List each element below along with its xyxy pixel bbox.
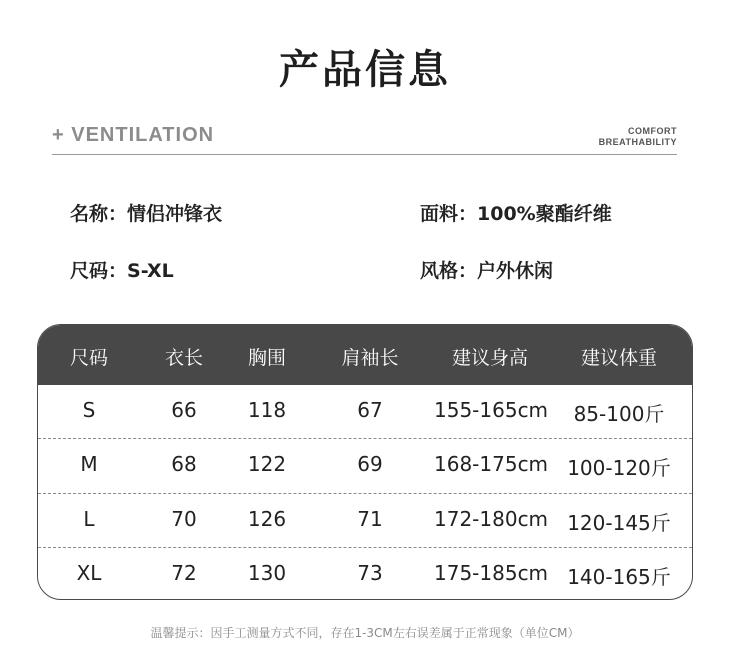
cell-height: 175-185cm [434, 561, 549, 585]
cell-height: 172-180cm [434, 507, 549, 531]
header-size: 尺码 [69, 347, 108, 369]
row-divider [38, 493, 692, 494]
cell-chest: 122 [247, 452, 287, 476]
cell-height: 168-175cm [434, 452, 549, 476]
fabric-value: 100%聚酯纤维 [477, 203, 612, 225]
size-value: S-XL [127, 260, 174, 282]
info-name [70, 199, 222, 226]
header-weight: 建议体重 [580, 347, 657, 369]
measurement-note: 温馨提示：因手工测量方式不同，存在1-3CM左右误差属于正常现象（单位CM） [150, 626, 580, 640]
name-label: 名称： [70, 203, 128, 225]
divider-line [52, 154, 677, 155]
cell-length: 70 [171, 507, 197, 531]
cell-shoulder-sleeve: 73 [357, 561, 383, 585]
cell-chest: 118 [247, 398, 287, 422]
name-value: 情侣冲锋衣 [127, 203, 223, 225]
cell-weight: 85-100斤 [573, 402, 665, 426]
cell-size: L [83, 507, 95, 531]
cell-weight: 100-120斤 [567, 456, 671, 480]
cell-chest: 130 [247, 561, 287, 585]
table-header [38, 325, 692, 385]
cell-size: XL [76, 561, 102, 585]
header-chest: 胸围 [247, 347, 286, 369]
style-value: 户外休闲 [477, 260, 554, 282]
size-table [37, 324, 693, 600]
info-size [70, 256, 174, 283]
header-height: 建议身高 [451, 347, 528, 369]
info-style [420, 256, 553, 283]
cell-length: 72 [171, 561, 197, 585]
cell-shoulder-sleeve: 69 [357, 452, 383, 476]
ventilation-banner [52, 122, 677, 158]
breathability-text: BREATHABILITY [598, 137, 677, 147]
fabric-label: 面料： [420, 203, 478, 225]
cell-size: S [82, 398, 96, 422]
size-label: 尺码： [70, 260, 128, 282]
header-length: 衣长 [164, 347, 203, 369]
header-shoulder-sleeve: 肩袖长 [341, 347, 399, 369]
cell-weight: 140-165斤 [567, 565, 671, 589]
page-title: 产品信息 [279, 47, 451, 93]
cell-chest: 126 [247, 507, 287, 531]
cell-length: 66 [171, 398, 197, 422]
cell-shoulder-sleeve: 71 [357, 507, 383, 531]
ventilation-label: + VENTILATION [52, 124, 215, 146]
cell-height: 155-165cm [434, 398, 549, 422]
style-label: 风格： [420, 260, 478, 282]
row-divider [38, 438, 692, 439]
cell-size: M [80, 452, 98, 476]
comfort-breathability-label [599, 126, 677, 148]
cell-length: 68 [171, 452, 197, 476]
cell-shoulder-sleeve: 67 [357, 398, 383, 422]
info-fabric [420, 199, 612, 226]
cell-weight: 120-145斤 [567, 511, 671, 535]
row-divider [38, 547, 692, 548]
comfort-text: COMFORT [628, 126, 677, 136]
